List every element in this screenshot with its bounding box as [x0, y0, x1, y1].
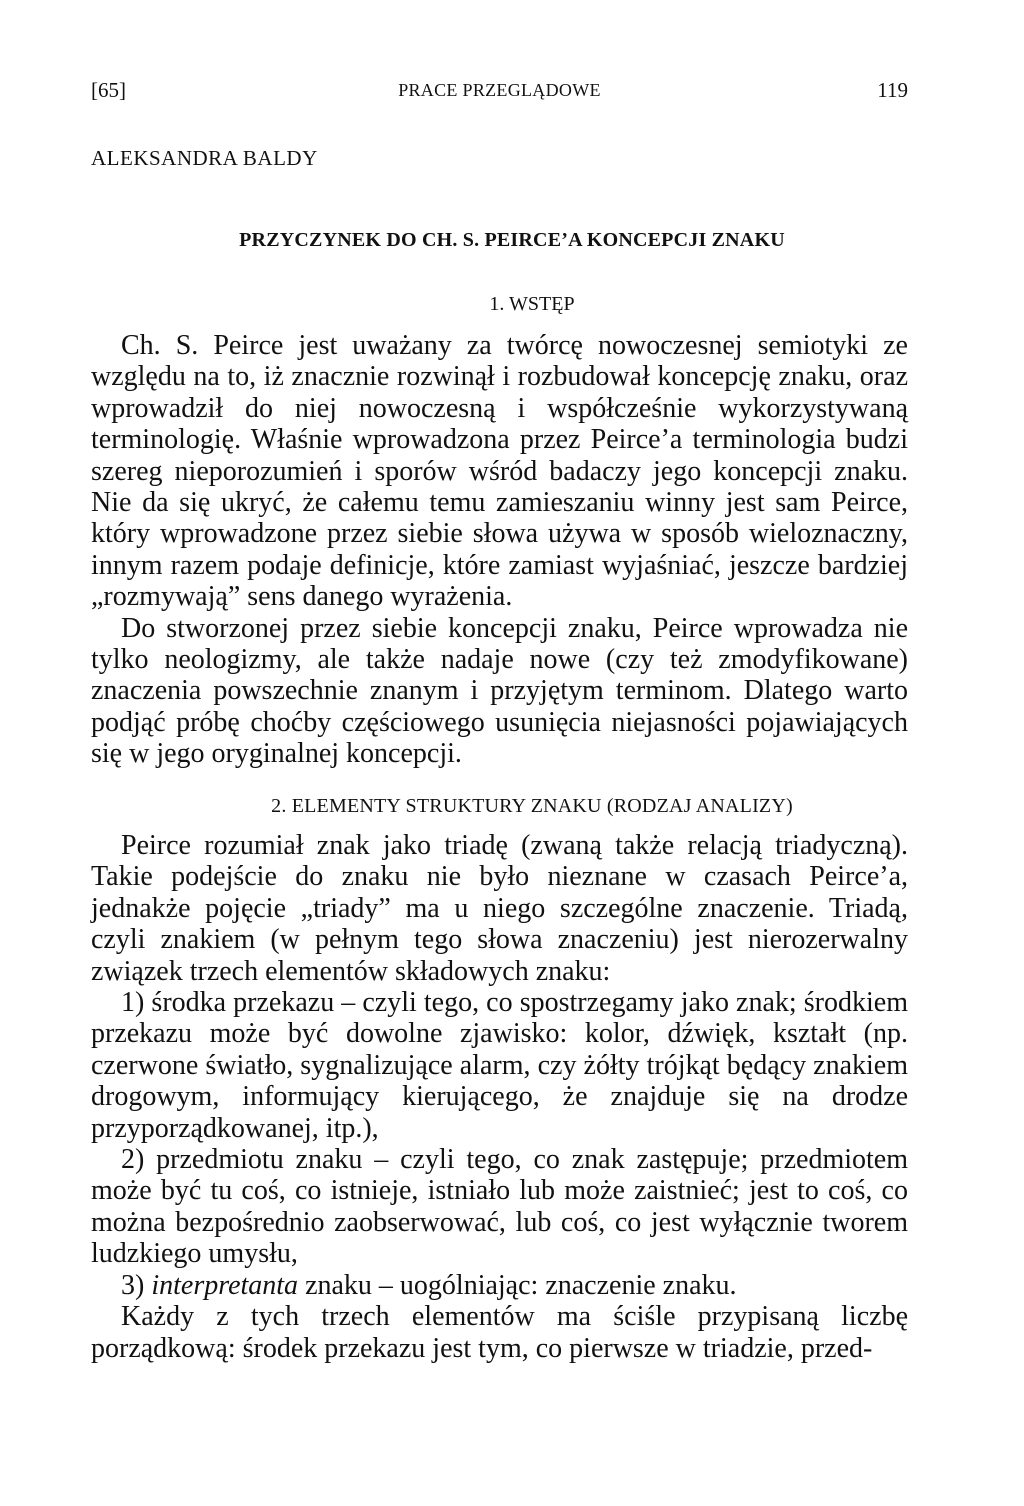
section-heading-elements: 2. ELEMENTY STRUKTURY ZNAKU (RODZAJ ANALIZY) [271, 795, 793, 817]
item-prefix: 3) [121, 1269, 152, 1301]
section-body-intro [91, 330, 908, 770]
italic-term: interpretanta [151, 1269, 299, 1301]
list-item-object: 2) przedmiotu znaku – czyli tego, co znak zastępuje; przedmiotem może być tu coś, co istnieje, istniało lub może zaistnieć; jest to coś, co można bezpośrednio zaobserwować, lub coś, co jest wyłącznie tworem ludzkiego umysłu, [91, 1144, 908, 1270]
section-name: PRACE PRZEGLĄDOWE [398, 80, 601, 100]
paragraph: Ch. S. Peirce jest uważany za twórcę nowoczesnej semiotyki ze względu na to, iż znacznie rozwinął i rozbudował koncepcję znaku, oraz wprowadził do niej nowoczesną i współcześnie wykorzystywaną terminologię. Właśnie wprowadzona przez Peirce’a terminologia budzi szereg nieporozumień i sporów wśród badaczy jego koncepcji znaku. Nie da się ukryć, że całemu temu zamieszaniu winny jest sam Peirce, który wprowadzone przez siebie słowa używa w sposób wieloznaczny, innym razem podaje definicje, które zamiast wyjaśniać, jeszcze bardziej „rozmywają” sens danego wyrażenia. [91, 330, 908, 613]
list-item-interpretant [91, 1270, 908, 1301]
running-header [91, 78, 908, 108]
page-number: 119 [877, 78, 908, 102]
item-suffix: znaku – uogólniając: znaczenie znaku. [298, 1269, 737, 1301]
page-marker: [65] [91, 78, 126, 102]
section-heading-intro: 1. WSTĘP [489, 293, 575, 315]
paragraph: Peirce rozumiał znak jako triadę (zwaną także relacją triadyczną). Takie podejście do znaku nie było nieznane w czasach Peirce’a, jednakże pojęcie „triady” ma u niego szczególne znaczenie. Triadą, czyli znakiem (w pełnym tego słowa znaczeniu) jest nierozerwalny związek trzech elementów składowych znaku: [91, 830, 908, 987]
article-title: PRZYCZYNEK DO CH. S. PEIRCE’A KONCEPCJI ZNAKU [239, 229, 785, 251]
paragraph: Każdy z tych trzech elementów ma ściśle przypisaną liczbę porządkową: środek przekazu jest tym, co pierwsze w triadzie, przed- [91, 1301, 908, 1364]
section-body-elements [91, 830, 908, 1364]
list-item-medium: 1) środka przekazu – czyli tego, co spostrzegamy jako znak; środkiem przekazu może być dowolne zjawisko: kolor, dźwięk, kształt (np. czerwone światło, sygnalizujące alarm, czy żółty trójkąt będący znakiem drogowym, informujący kierującego, że znajduje się na drodze przyporządkowanej, itp.), [91, 987, 908, 1144]
paragraph: Do stworzonej przez siebie koncepcji znaku, Peirce wprowadza nie tylko neologizmy, ale także nadaje nowe (czy też zmodyfikowane) znaczenia powszechnie znanym i przyjętym terminom. Dlatego warto podjąć próbę choćby częściowego usunięcia niejasności pojawiających się w jego oryginalnej koncepcji. [91, 612, 908, 770]
author-name: ALEKSANDRA BALDY [91, 146, 318, 170]
